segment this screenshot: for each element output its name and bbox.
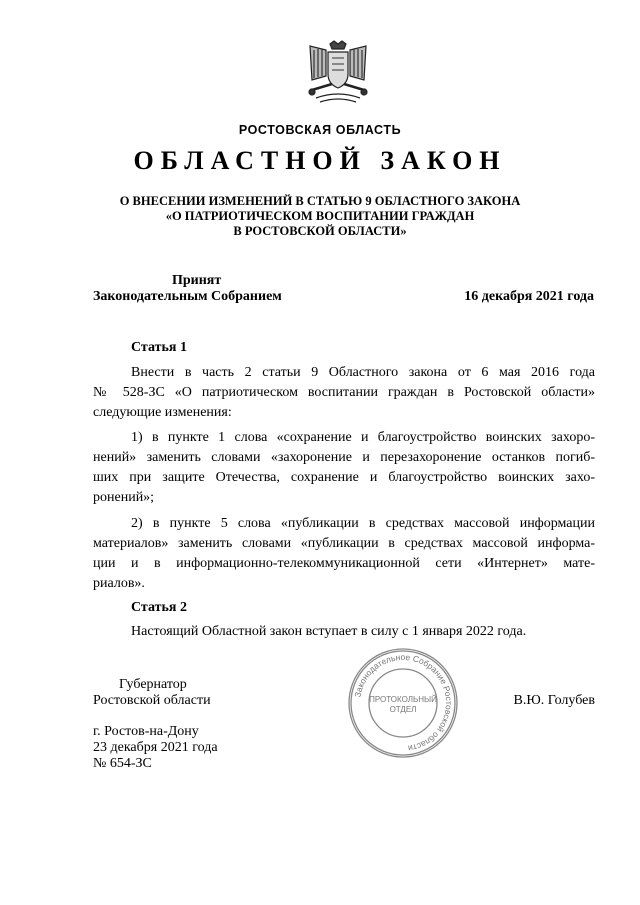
text-line: нений» заменить словами «захоронение и перезахоронение останков погиб- [93,450,595,465]
article-1-intro [93,363,595,423]
adoption-label: Принят [172,273,222,288]
signatory-region: Ростовской области [93,693,211,708]
law-title: ОБЛАСТНОЙ ЗАКОН [133,146,507,175]
article-2-heading: Статья 2 [131,600,187,615]
text-line: следующие изменения: [93,405,232,420]
text-line: Внести в часть 2 статьи 9 Областного закона от 6 мая 2016 года [131,365,595,380]
adoption-date: 16 декабря 2021 года [464,289,594,304]
article-1-heading: Статья 1 [131,340,187,355]
coat-of-arms-icon [306,40,370,106]
law-subtitle-line: О ВНЕСЕНИИ ИЗМЕНЕНИЙ В СТАТЬЮ 9 ОБЛАСТНОГО ЗАКОНА [119,194,521,208]
law-subtitle [0,194,640,239]
article-1-item-2 [93,514,595,594]
text-line: ронений»; [93,490,155,505]
text-line: материалов» заменить словами «публикации в средствах массовой информа- [93,536,595,551]
seal-ring-text: Законодательное Собрание Ростовской области [352,651,455,754]
issue-date: 23 декабря 2021 года [93,740,218,755]
text-line: риалов». [93,576,145,591]
issue-city: г. Ростов-на-Дону [93,724,199,739]
law-subtitle-line: В РОСТОВСКОЙ ОБЛАСТИ» [233,224,407,238]
article-2-body [93,622,595,642]
text-line: ших при защите Отечества, сохранение и благоустройство воинских захо- [93,470,595,485]
text-line: 1) в пункте 1 слова «сохранение и благоустройство воинских захоро- [131,430,595,445]
seal-stamp-icon [346,646,460,760]
text-line: Настоящий Областной закон вступает в силу с 1 января 2022 года. [131,624,527,639]
signatory-name: В.Ю. Голубев [513,693,595,708]
signatory-title: Губернатор [119,677,187,692]
law-subtitle-line: «О ПАТРИОТИЧЕСКОМ ВОСПИТАНИИ ГРАЖДАН [165,209,475,223]
article-1-item-1 [93,428,595,508]
region-heading: РОСТОВСКАЯ ОБЛАСТЬ [238,123,402,137]
issue-number: № 654-ЗС [93,756,152,771]
issue-details [93,724,218,772]
text-line: № 528-ЗС «О патриотическом воспитании граждан в Ростовской области» [93,385,595,400]
adoption-body: Законодательным Собранием [93,289,282,304]
text-line: 2) в пункте 5 слова «публикации в средствах массовой информации [131,516,595,531]
seal-center-line: ОТДЕЛ [389,705,417,714]
seal-center-line: ПРОТОКОЛЬНЫЙ [369,695,437,704]
text-line: ции и в информационно-телекоммуникационной сети «Интернет» мате- [93,556,595,571]
